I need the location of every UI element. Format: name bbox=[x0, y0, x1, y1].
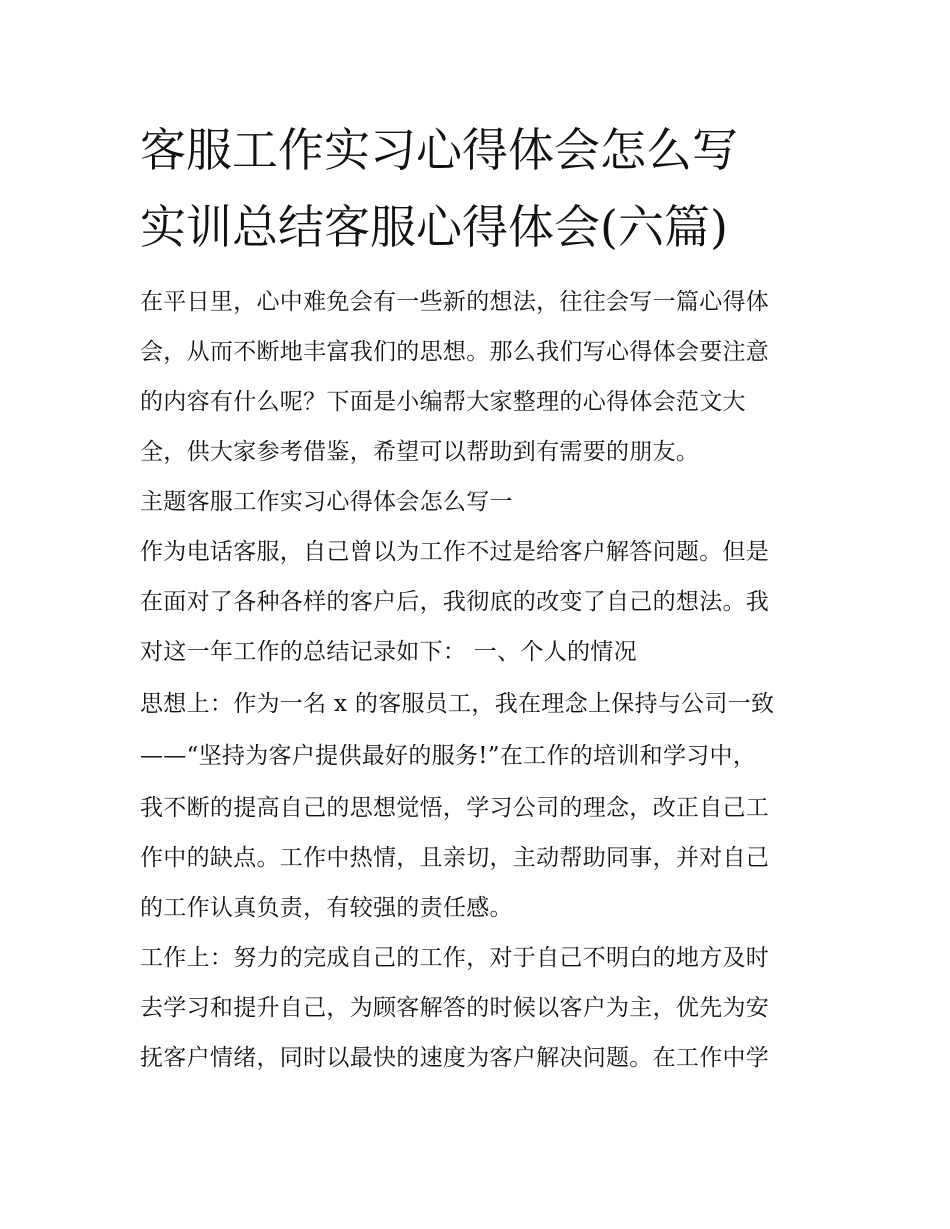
body-line-1: 在平日里，心中难免会有一些新的想法，往往会写一篇心得体 bbox=[140, 289, 770, 315]
body-line-4: 全，供大家参考借鉴，希望可以帮助到有需要的朋友。 bbox=[140, 439, 700, 465]
body-line-14: 工作上：努力的完成自己的工作，对于自己不明白的地方及时 bbox=[140, 945, 770, 971]
body-line-12: 作中的缺点。工作中热情，且亲切，主动帮助同事，并对自己 bbox=[140, 845, 770, 871]
body-line-16: 抚客户情绪，同时以最快的速度为客户解决问题。在工作中学 bbox=[140, 1045, 770, 1071]
body-line-2: 会，从而不断地丰富我们的思想。那么我们写心得体会要注意 bbox=[140, 339, 770, 365]
body-line-6: 作为电话客服，自己曾以为工作不过是给客户解答问题。但是 bbox=[140, 539, 770, 565]
body-line-8: 对这一年工作的总结记录如下： 一、个人的情况 bbox=[140, 639, 637, 665]
body-line-10: ——“坚持为客户提供最好的服务!”在工作的培训和学习中， bbox=[140, 743, 757, 769]
body-line-7: 在面对了各种各样的客户后，我彻底的改变了自己的想法。我 bbox=[140, 589, 770, 615]
body-line-13: 的工作认真负责，有较强的责任感。 bbox=[140, 895, 513, 921]
section-heading: 主题客服工作实习心得体会怎么写一 bbox=[140, 489, 513, 515]
body-line-15: 去学习和提升自己，为顾客解答的时候以客户为主，优先为安 bbox=[140, 995, 770, 1021]
body-line-11: 我不断的提高自己的思想觉悟，学习公司的理念，改正自己工 bbox=[140, 795, 770, 821]
body-line-9: 思想上：作为一名 x 的客服员工，我在理念上保持与公司一致 bbox=[140, 691, 775, 717]
title-line-1: 客服工作实习心得体会怎么写 bbox=[140, 123, 738, 177]
title-line-2: 实训总结客服心得体会(六篇) bbox=[140, 200, 728, 254]
body-line-3: 的内容有什么呢？下面是小编帮大家整理的心得体会范文大 bbox=[140, 389, 746, 415]
document-title bbox=[140, 112, 820, 266]
